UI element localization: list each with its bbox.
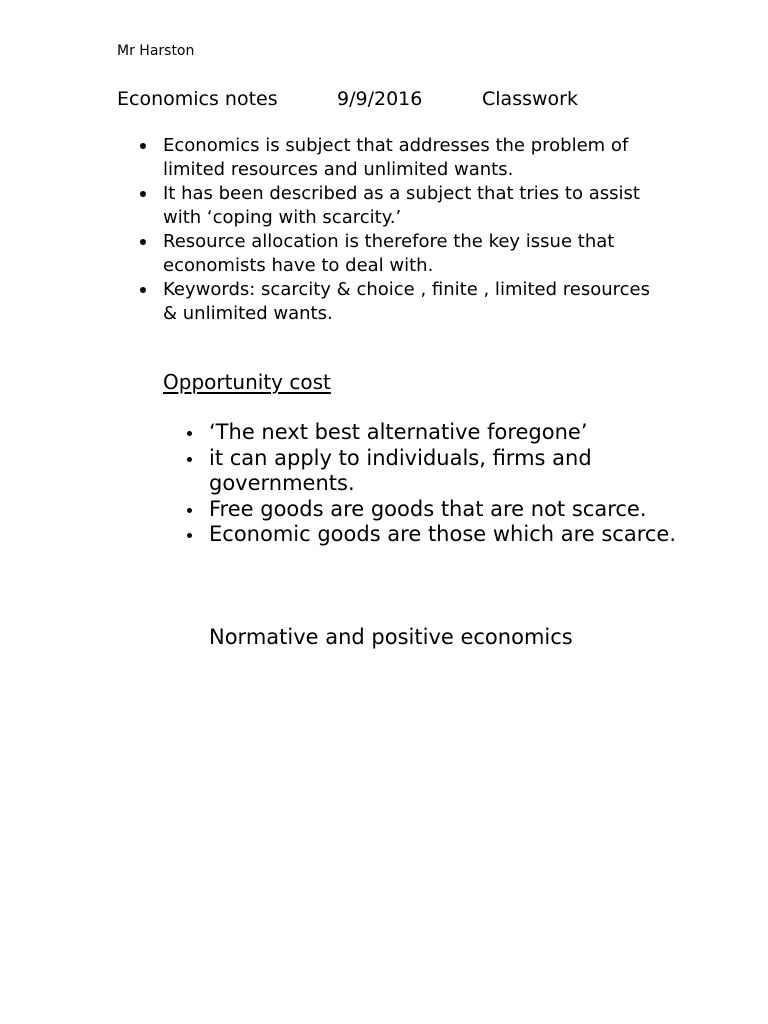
list-item: Free goods are goods that are not scarce. (209, 497, 679, 523)
intro-bullet-list (163, 134, 663, 326)
title-type: Classwork (482, 88, 578, 110)
list-item: Resource allocation is therefore the key issue that economists have to deal with. (163, 230, 663, 278)
title-date: 9/9/2016 (337, 88, 423, 110)
next-section-heading: Normative and positive economics (209, 625, 573, 649)
list-item: It has been described as a subject that tries to assist with ‘coping with scarcity.’ (163, 182, 663, 230)
author-name: Mr Harston (117, 43, 195, 59)
list-item: Economics is subject that addresses the problem of limited resources and unlimited wants. (163, 134, 663, 182)
list-item: Economic goods are those which are scarce. (209, 522, 679, 548)
title-subject: Economics notes (117, 88, 278, 110)
opportunity-cost-bullet-list (209, 420, 679, 548)
list-item: Keywords: scarcity & choice , finite , limited resources & unlimited wants. (163, 278, 663, 326)
section-heading: Opportunity cost (163, 370, 331, 394)
list-item: ‘The next best alternative foregone’ (209, 420, 679, 446)
list-item: it can apply to individuals, firms and governments. (209, 446, 679, 497)
